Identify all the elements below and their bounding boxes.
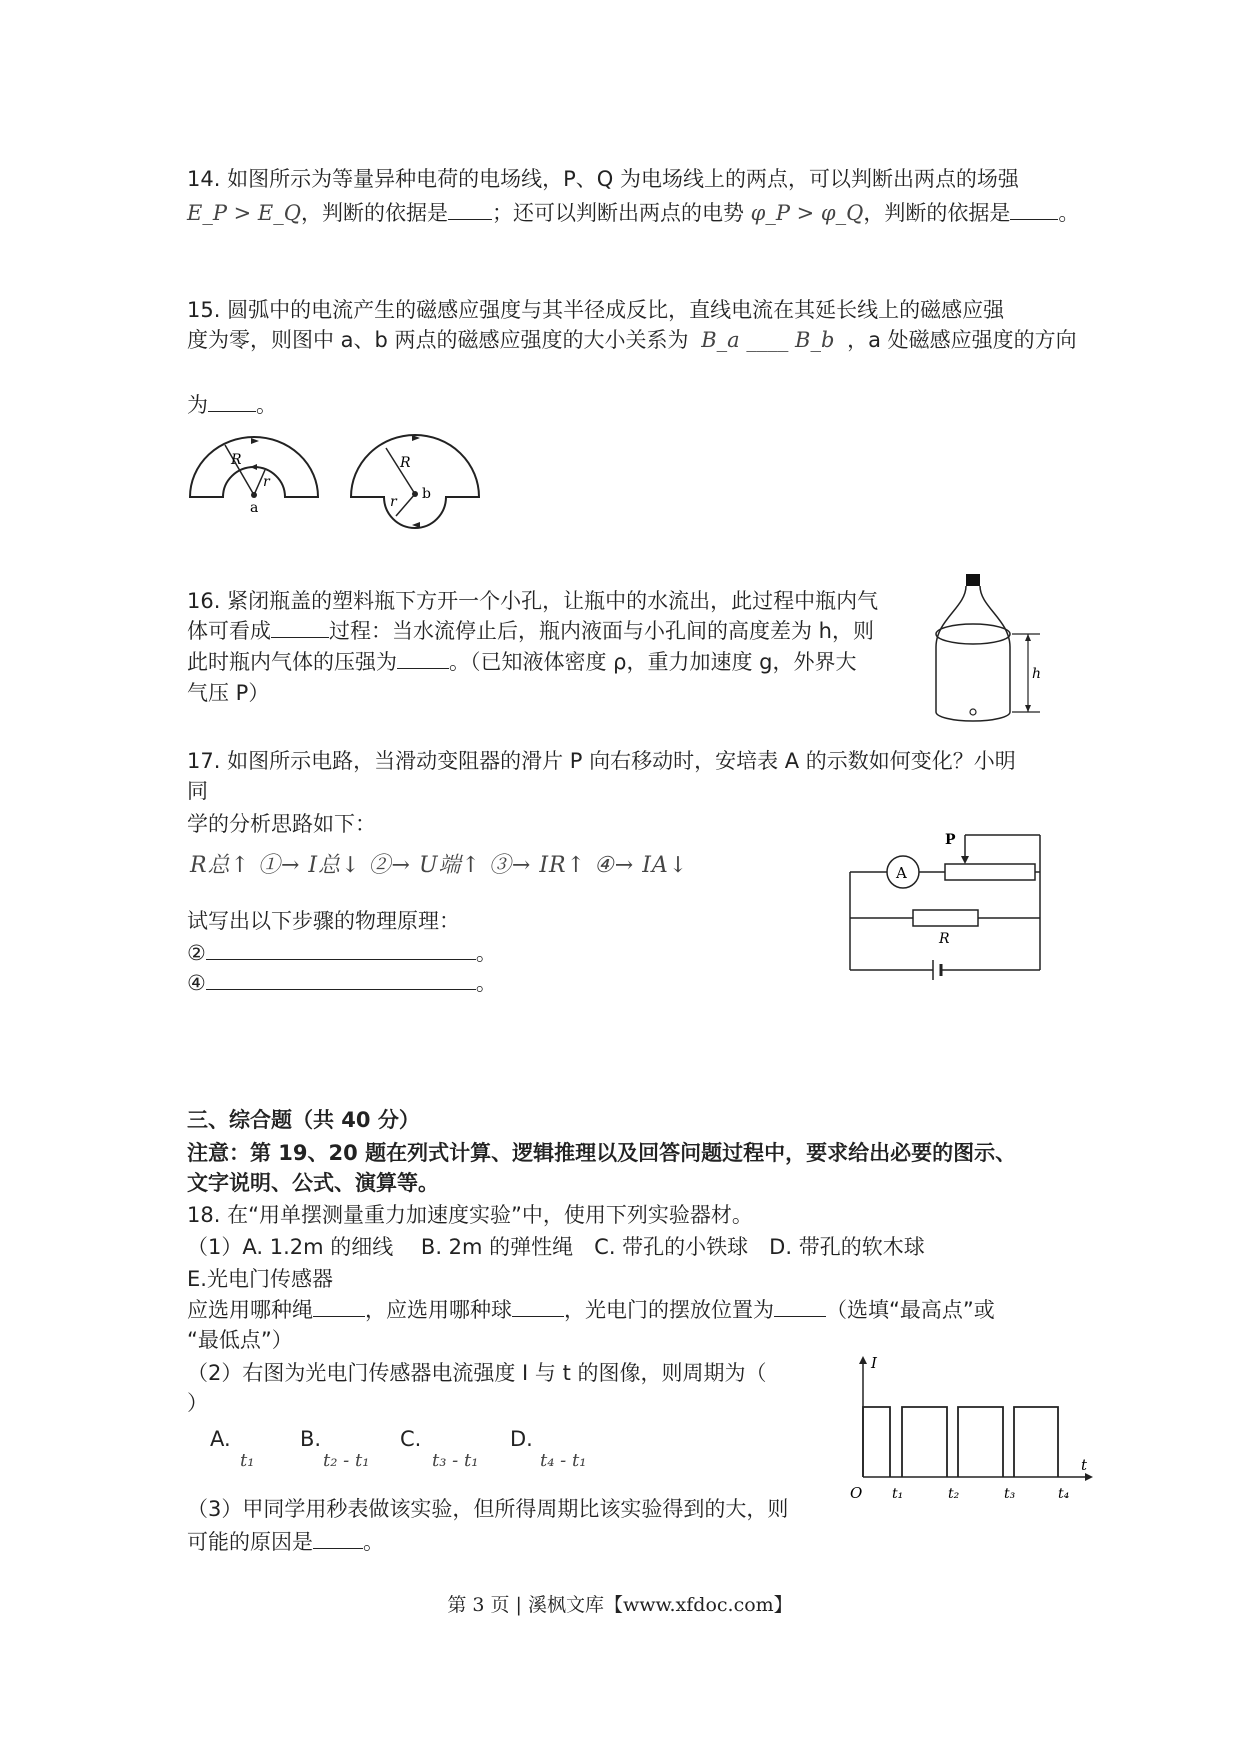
q15-line3a: 为: [187, 393, 208, 417]
q16-line2a: 体可看成: [187, 619, 271, 643]
q15-line2b: ，a 处磁感应强度的方向: [847, 328, 1077, 352]
q16-bottle-figure: [928, 572, 1048, 722]
q18-option-d-label: D.: [510, 1427, 533, 1451]
q15-figure-b: [348, 432, 488, 522]
q14-math1: E_P > E_Q: [187, 201, 301, 225]
q17-step4-blank[interactable]: [206, 969, 476, 990]
q18-line9: [187, 1527, 384, 1557]
q18-line4c: ，光电门的摆放位置为: [564, 1298, 774, 1322]
q16-line1: 16. 紧闭瓶盖的塑料瓶下方开一个小孔，让瓶中的水流出，此过程中瓶内气: [187, 589, 879, 613]
q14-mid1: ，判断的依据是: [300, 201, 448, 225]
q15-math: B_a ____ B_b: [701, 328, 835, 352]
q15-blank[interactable]: [208, 391, 256, 412]
q14-blank2[interactable]: [1010, 199, 1058, 220]
q16-line3: [187, 647, 857, 677]
q18-line2: （1）A. 1.2m 的细线 B. 2m 的弹性绳 C. 带孔的小铁球 D. 带孔的软木球: [187, 1235, 925, 1259]
q14-blank1[interactable]: [448, 199, 492, 220]
q18-line6: （2）右图为光电门传感器电流强度 I 与 t 的图像，则周期为（: [187, 1361, 767, 1385]
q17-step2-label: ②: [187, 941, 206, 965]
q17-circuit-figure: [845, 830, 1045, 980]
q14-tail: 。: [1058, 201, 1080, 225]
q15-line1: 15. 圆弧中的电流产生的磁感应强度与其半径成反比，直线电流在其延长线上的磁感应强: [187, 298, 1005, 322]
q17-resistor-label: R: [939, 931, 950, 947]
q18-option-a-expr: t₁: [240, 1450, 255, 1471]
q17-step4: [187, 968, 497, 998]
q15-fig-b-point-label: b: [422, 486, 431, 502]
q18-graph-t2: t₂: [948, 1486, 960, 1502]
section3-note-line1: 注意：第 19、20 题在列式计算、逻辑推理以及回答问题过程中，要求给出必要的图示、: [187, 1141, 1017, 1165]
q15-fig-a-r-label: r: [263, 474, 270, 490]
q18-blank-position[interactable]: [774, 1296, 826, 1317]
q18-blank-ball[interactable]: [512, 1296, 564, 1317]
q17-step4-period: 。: [475, 971, 497, 995]
q15-fig-b-r-label: r: [390, 494, 397, 510]
q14-math2: φ_P > φ_Q: [750, 201, 864, 225]
q15-fig-a-R-label: R: [231, 452, 242, 468]
q15-fig-b-R-label: R: [400, 455, 411, 471]
q18-option-b: [300, 1424, 321, 1454]
q18-line7: ）: [187, 1391, 208, 1415]
q18-option-d-expr: t₄ - t₁: [540, 1450, 587, 1471]
page-footer: 第 3 页 | 溪枫文库【www.xfdoc.com】: [447, 1594, 793, 1616]
q18-line8: （3）甲同学用秒表做该实验，但所得周期比该实验得到的大，则: [187, 1497, 789, 1521]
q15-line2a: 度为零，则图中 a、b 两点的磁感应强度的大小关系为: [187, 328, 689, 352]
q18-graph-x-label: t: [1081, 1456, 1088, 1474]
q16-line2: [187, 616, 874, 646]
section3-note-line2: 文字说明、公式、演算等。: [187, 1171, 439, 1195]
section3-title: 三、综合题（共 40 分）: [187, 1108, 420, 1132]
q17-line4: 试写出以下步骤的物理原理：: [187, 909, 460, 933]
q18-current-time-graph: [845, 1352, 1095, 1512]
q18-line5: “最低点”）: [187, 1328, 293, 1352]
q15-fig-a-point-label: a: [250, 500, 259, 516]
q18-option-c-label: C.: [400, 1427, 422, 1451]
q14-line2: [187, 198, 1079, 228]
q15-figure-a: [187, 432, 327, 516]
q18-line4b: ，应选用哪种球: [365, 1298, 512, 1322]
q15-line3b: 。: [256, 393, 277, 417]
q16-h-label: h: [1032, 666, 1042, 682]
q16-line4: 气压 P）: [187, 681, 270, 705]
q17-slider-label: P: [945, 832, 956, 848]
q17-analysis-chain: R总↑ ①→ I总↓ ②→ U端↑ ③→ IR↑ ④→ IA↓: [190, 853, 689, 878]
q17-step2: [187, 938, 497, 968]
q15-line3: [187, 390, 277, 420]
q17-step4-label: ④: [187, 971, 206, 995]
q18-graph-origin: O: [850, 1484, 863, 1502]
q18-line4: [187, 1295, 995, 1325]
q18-graph-t3: t₃: [1004, 1486, 1016, 1502]
q18-option-b-label: B.: [300, 1427, 322, 1451]
q14-end: ，判断的依据是: [863, 201, 1011, 225]
q18-blank-rope[interactable]: [313, 1296, 365, 1317]
q18-line4d: （选填“最高点”或: [826, 1298, 995, 1322]
q18-option-c: [400, 1424, 421, 1454]
q14-mid2: ；还可以判断出两点的电势: [491, 201, 744, 225]
q15-line2: [187, 325, 1077, 355]
q18-line3: E.光电门传感器: [187, 1267, 333, 1291]
q18-option-b-expr: t₂ - t₁: [323, 1450, 370, 1471]
q17-step2-period: 。: [475, 941, 497, 965]
q16-blank1[interactable]: [271, 617, 329, 638]
q18-option-a: [210, 1424, 231, 1454]
q18-option-d: [510, 1424, 533, 1454]
q16-line3a: 此时瓶内气体的压强为: [187, 650, 397, 674]
q17-line1: 17. 如图所示电路，当滑动变阻器的滑片 P 向右移动时，安培表 A 的示数如何变化？小明: [187, 749, 1016, 773]
q17-step2-blank[interactable]: [206, 939, 476, 960]
q18-line9a: 可能的原因是: [187, 1530, 313, 1554]
q17-ammeter-label: A: [896, 864, 907, 882]
q18-graph-t1: t₁: [892, 1486, 904, 1502]
q14-line1: 14. 如图所示为等量异种电荷的电场线，P、Q 为电场线上的两点，可以判断出两点的场强: [187, 167, 1019, 191]
q16-blank2[interactable]: [397, 648, 449, 669]
q18-graph-y-label: I: [871, 1354, 877, 1372]
q17-line2: 同: [187, 779, 208, 803]
q18-line9b: 。: [363, 1530, 384, 1554]
q16-line2b: 过程：当水流停止后，瓶内液面与小孔间的高度差为 h，则: [329, 619, 874, 643]
q18-line4a: 应选用哪种绳: [187, 1298, 313, 1322]
q18-line1: 18. 在“用单摆测量重力加速度实验”中，使用下列实验器材。: [187, 1203, 753, 1227]
q17-line3: 学的分析思路如下：: [187, 812, 376, 836]
q18-option-a-label: A.: [210, 1427, 231, 1451]
q18-option-c-expr: t₃ - t₁: [432, 1450, 479, 1471]
q18-graph-t4: t₄: [1058, 1486, 1070, 1502]
q18-blank-reason[interactable]: [313, 1528, 363, 1549]
q16-line3b: 。（已知液体密度 ρ，重力加速度 g，外界大: [449, 650, 857, 674]
